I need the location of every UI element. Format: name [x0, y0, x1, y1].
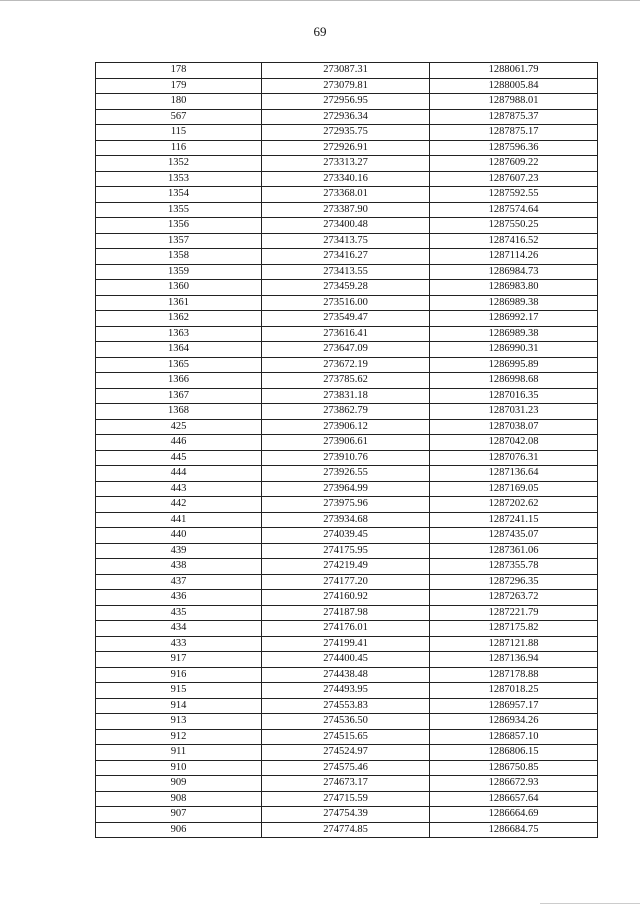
table-row [96, 388, 598, 404]
point-number-cell: 442 [96, 497, 262, 513]
y-coordinate-cell: 1287038.07 [430, 419, 598, 435]
y-coordinate-cell: 1287607.23 [430, 171, 598, 187]
table-row [96, 512, 598, 528]
table-row [96, 791, 598, 807]
table-row [96, 202, 598, 218]
point-number-cell: 444 [96, 466, 262, 482]
table-row [96, 667, 598, 683]
point-number-cell: 1354 [96, 187, 262, 203]
y-coordinate-cell: 1287018.25 [430, 683, 598, 699]
point-number-cell: 446 [96, 435, 262, 451]
point-number-cell: 1362 [96, 311, 262, 327]
point-number-cell: 906 [96, 822, 262, 838]
y-coordinate-cell: 1286750.85 [430, 760, 598, 776]
coordinates-table [95, 62, 598, 838]
x-coordinate-cell: 274438.48 [262, 667, 430, 683]
table-row [96, 822, 598, 838]
x-coordinate-cell: 272935.75 [262, 125, 430, 141]
point-number-cell: 178 [96, 63, 262, 79]
y-coordinate-cell: 1286990.31 [430, 342, 598, 358]
x-coordinate-cell: 273910.76 [262, 450, 430, 466]
x-coordinate-cell: 274715.59 [262, 791, 430, 807]
y-coordinate-cell: 1286998.68 [430, 373, 598, 389]
bottom-edge-rule [540, 903, 640, 904]
table-row [96, 559, 598, 575]
x-coordinate-cell: 273413.75 [262, 233, 430, 249]
point-number-cell: 425 [96, 419, 262, 435]
table-row [96, 109, 598, 125]
table-row [96, 621, 598, 637]
point-number-cell: 116 [96, 140, 262, 156]
x-coordinate-cell: 273926.55 [262, 466, 430, 482]
x-coordinate-cell: 273459.28 [262, 280, 430, 296]
y-coordinate-cell: 1287042.08 [430, 435, 598, 451]
table-row [96, 481, 598, 497]
y-coordinate-cell: 1286672.93 [430, 776, 598, 792]
y-coordinate-cell: 1287221.79 [430, 605, 598, 621]
y-coordinate-cell: 1287202.62 [430, 497, 598, 513]
table-row [96, 63, 598, 79]
y-coordinate-cell: 1286992.17 [430, 311, 598, 327]
y-coordinate-cell: 1287296.35 [430, 574, 598, 590]
table-row [96, 326, 598, 342]
x-coordinate-cell: 272926.91 [262, 140, 430, 156]
table-row [96, 342, 598, 358]
point-number-cell: 916 [96, 667, 262, 683]
table-row [96, 636, 598, 652]
x-coordinate-cell: 273079.81 [262, 78, 430, 94]
table-row [96, 125, 598, 141]
x-coordinate-cell: 273516.00 [262, 295, 430, 311]
x-coordinate-cell: 272936.34 [262, 109, 430, 125]
table-row [96, 450, 598, 466]
table-row [96, 729, 598, 745]
point-number-cell: 115 [96, 125, 262, 141]
y-coordinate-cell: 1287241.15 [430, 512, 598, 528]
x-coordinate-cell: 274524.97 [262, 745, 430, 761]
x-coordinate-cell: 274575.46 [262, 760, 430, 776]
point-number-cell: 1361 [96, 295, 262, 311]
table-row [96, 187, 598, 203]
y-coordinate-cell: 1287076.31 [430, 450, 598, 466]
point-number-cell: 180 [96, 94, 262, 110]
point-number-cell: 439 [96, 543, 262, 559]
point-number-cell: 445 [96, 450, 262, 466]
table-row [96, 574, 598, 590]
table-row [96, 233, 598, 249]
table-row [96, 373, 598, 389]
x-coordinate-cell: 273862.79 [262, 404, 430, 420]
y-coordinate-cell: 1286989.38 [430, 326, 598, 342]
point-number-cell: 436 [96, 590, 262, 606]
y-coordinate-cell: 1287416.52 [430, 233, 598, 249]
x-coordinate-cell: 274039.45 [262, 528, 430, 544]
x-coordinate-cell: 273416.27 [262, 249, 430, 265]
point-number-cell: 1359 [96, 264, 262, 280]
point-number-cell: 179 [96, 78, 262, 94]
point-number-cell: 1360 [96, 280, 262, 296]
x-coordinate-cell: 274219.49 [262, 559, 430, 575]
y-coordinate-cell: 1286934.26 [430, 714, 598, 730]
point-number-cell: 1357 [96, 233, 262, 249]
x-coordinate-cell: 274187.98 [262, 605, 430, 621]
y-coordinate-cell: 1287355.78 [430, 559, 598, 575]
table-row [96, 264, 598, 280]
point-number-cell: 434 [96, 621, 262, 637]
x-coordinate-cell: 273368.01 [262, 187, 430, 203]
y-coordinate-cell: 1287550.25 [430, 218, 598, 234]
x-coordinate-cell: 273964.99 [262, 481, 430, 497]
y-coordinate-cell: 1286806.15 [430, 745, 598, 761]
x-coordinate-cell: 273313.27 [262, 156, 430, 172]
point-number-cell: 912 [96, 729, 262, 745]
y-coordinate-cell: 1287175.82 [430, 621, 598, 637]
table-row [96, 497, 598, 513]
point-number-cell: 440 [96, 528, 262, 544]
point-number-cell: 438 [96, 559, 262, 575]
table-row [96, 280, 598, 296]
x-coordinate-cell: 273549.47 [262, 311, 430, 327]
table-row [96, 528, 598, 544]
x-coordinate-cell: 274536.50 [262, 714, 430, 730]
y-coordinate-cell: 1286657.64 [430, 791, 598, 807]
table-row [96, 295, 598, 311]
point-number-cell: 1353 [96, 171, 262, 187]
x-coordinate-cell: 273616.41 [262, 326, 430, 342]
point-number-cell: 910 [96, 760, 262, 776]
x-coordinate-cell: 274673.17 [262, 776, 430, 792]
table-row [96, 435, 598, 451]
point-number-cell: 567 [96, 109, 262, 125]
y-coordinate-cell: 1287435.07 [430, 528, 598, 544]
y-coordinate-cell: 1287574.64 [430, 202, 598, 218]
y-coordinate-cell: 1287136.64 [430, 466, 598, 482]
table-row [96, 171, 598, 187]
x-coordinate-cell: 273906.61 [262, 435, 430, 451]
y-coordinate-cell: 1288061.79 [430, 63, 598, 79]
table-row [96, 745, 598, 761]
table-row [96, 140, 598, 156]
x-coordinate-cell: 273831.18 [262, 388, 430, 404]
point-number-cell: 1364 [96, 342, 262, 358]
x-coordinate-cell: 274160.92 [262, 590, 430, 606]
y-coordinate-cell: 1286857.10 [430, 729, 598, 745]
x-coordinate-cell: 274553.83 [262, 698, 430, 714]
point-number-cell: 907 [96, 807, 262, 823]
point-number-cell: 1365 [96, 357, 262, 373]
x-coordinate-cell: 273087.31 [262, 63, 430, 79]
table-row [96, 156, 598, 172]
point-number-cell: 1366 [96, 373, 262, 389]
y-coordinate-cell: 1287596.36 [430, 140, 598, 156]
table-row [96, 249, 598, 265]
page-number: 69 [313, 24, 327, 39]
table-row [96, 419, 598, 435]
point-number-cell: 917 [96, 652, 262, 668]
y-coordinate-cell: 1287609.22 [430, 156, 598, 172]
x-coordinate-cell: 274176.01 [262, 621, 430, 637]
point-number-cell: 1356 [96, 218, 262, 234]
table-row [96, 760, 598, 776]
y-coordinate-cell: 1286957.17 [430, 698, 598, 714]
table-row [96, 357, 598, 373]
y-coordinate-cell: 1287592.55 [430, 187, 598, 203]
y-coordinate-cell: 1286983.80 [430, 280, 598, 296]
point-number-cell: 443 [96, 481, 262, 497]
coordinates-table-body [96, 63, 598, 838]
x-coordinate-cell: 273906.12 [262, 419, 430, 435]
x-coordinate-cell: 274199.41 [262, 636, 430, 652]
y-coordinate-cell: 1286995.89 [430, 357, 598, 373]
table-row [96, 218, 598, 234]
x-coordinate-cell: 273387.90 [262, 202, 430, 218]
table-row [96, 590, 598, 606]
table-row [96, 652, 598, 668]
x-coordinate-cell: 273934.68 [262, 512, 430, 528]
y-coordinate-cell: 1287178.88 [430, 667, 598, 683]
x-coordinate-cell: 274175.95 [262, 543, 430, 559]
point-number-cell: 441 [96, 512, 262, 528]
y-coordinate-cell: 1287875.37 [430, 109, 598, 125]
y-coordinate-cell: 1287114.26 [430, 249, 598, 265]
top-edge-rule [0, 0, 640, 1]
x-coordinate-cell: 273413.55 [262, 264, 430, 280]
x-coordinate-cell: 273340.16 [262, 171, 430, 187]
point-number-cell: 909 [96, 776, 262, 792]
point-number-cell: 911 [96, 745, 262, 761]
y-coordinate-cell: 1287136.94 [430, 652, 598, 668]
point-number-cell: 914 [96, 698, 262, 714]
point-number-cell: 908 [96, 791, 262, 807]
table-row [96, 404, 598, 420]
point-number-cell: 1368 [96, 404, 262, 420]
x-coordinate-cell: 273975.96 [262, 497, 430, 513]
x-coordinate-cell: 274754.39 [262, 807, 430, 823]
point-number-cell: 1352 [96, 156, 262, 172]
table-row [96, 714, 598, 730]
y-coordinate-cell: 1287263.72 [430, 590, 598, 606]
table-row [96, 776, 598, 792]
point-number-cell: 1367 [96, 388, 262, 404]
y-coordinate-cell: 1286664.69 [430, 807, 598, 823]
x-coordinate-cell: 274774.85 [262, 822, 430, 838]
point-number-cell: 915 [96, 683, 262, 699]
y-coordinate-cell: 1286984.73 [430, 264, 598, 280]
x-coordinate-cell: 274400.45 [262, 652, 430, 668]
point-number-cell: 433 [96, 636, 262, 652]
table-row [96, 94, 598, 110]
x-coordinate-cell: 273672.19 [262, 357, 430, 373]
x-coordinate-cell: 273400.48 [262, 218, 430, 234]
table-row [96, 466, 598, 482]
point-number-cell: 437 [96, 574, 262, 590]
table-row [96, 543, 598, 559]
point-number-cell: 913 [96, 714, 262, 730]
point-number-cell: 1355 [96, 202, 262, 218]
point-number-cell: 435 [96, 605, 262, 621]
y-coordinate-cell: 1287875.17 [430, 125, 598, 141]
table-row [96, 605, 598, 621]
table-row [96, 807, 598, 823]
x-coordinate-cell: 272956.95 [262, 94, 430, 110]
table-row [96, 698, 598, 714]
point-number-cell: 1363 [96, 326, 262, 342]
point-number-cell: 1358 [96, 249, 262, 265]
y-coordinate-cell: 1287121.88 [430, 636, 598, 652]
table-row [96, 78, 598, 94]
y-coordinate-cell: 1287016.35 [430, 388, 598, 404]
y-coordinate-cell: 1286684.75 [430, 822, 598, 838]
y-coordinate-cell: 1287031.23 [430, 404, 598, 420]
x-coordinate-cell: 273647.09 [262, 342, 430, 358]
table-row [96, 311, 598, 327]
y-coordinate-cell: 1287988.01 [430, 94, 598, 110]
y-coordinate-cell: 1286989.38 [430, 295, 598, 311]
x-coordinate-cell: 274177.20 [262, 574, 430, 590]
x-coordinate-cell: 274515.65 [262, 729, 430, 745]
x-coordinate-cell: 273785.62 [262, 373, 430, 389]
table-row [96, 683, 598, 699]
y-coordinate-cell: 1287169.05 [430, 481, 598, 497]
y-coordinate-cell: 1287361.06 [430, 543, 598, 559]
x-coordinate-cell: 274493.95 [262, 683, 430, 699]
y-coordinate-cell: 1288005.84 [430, 78, 598, 94]
